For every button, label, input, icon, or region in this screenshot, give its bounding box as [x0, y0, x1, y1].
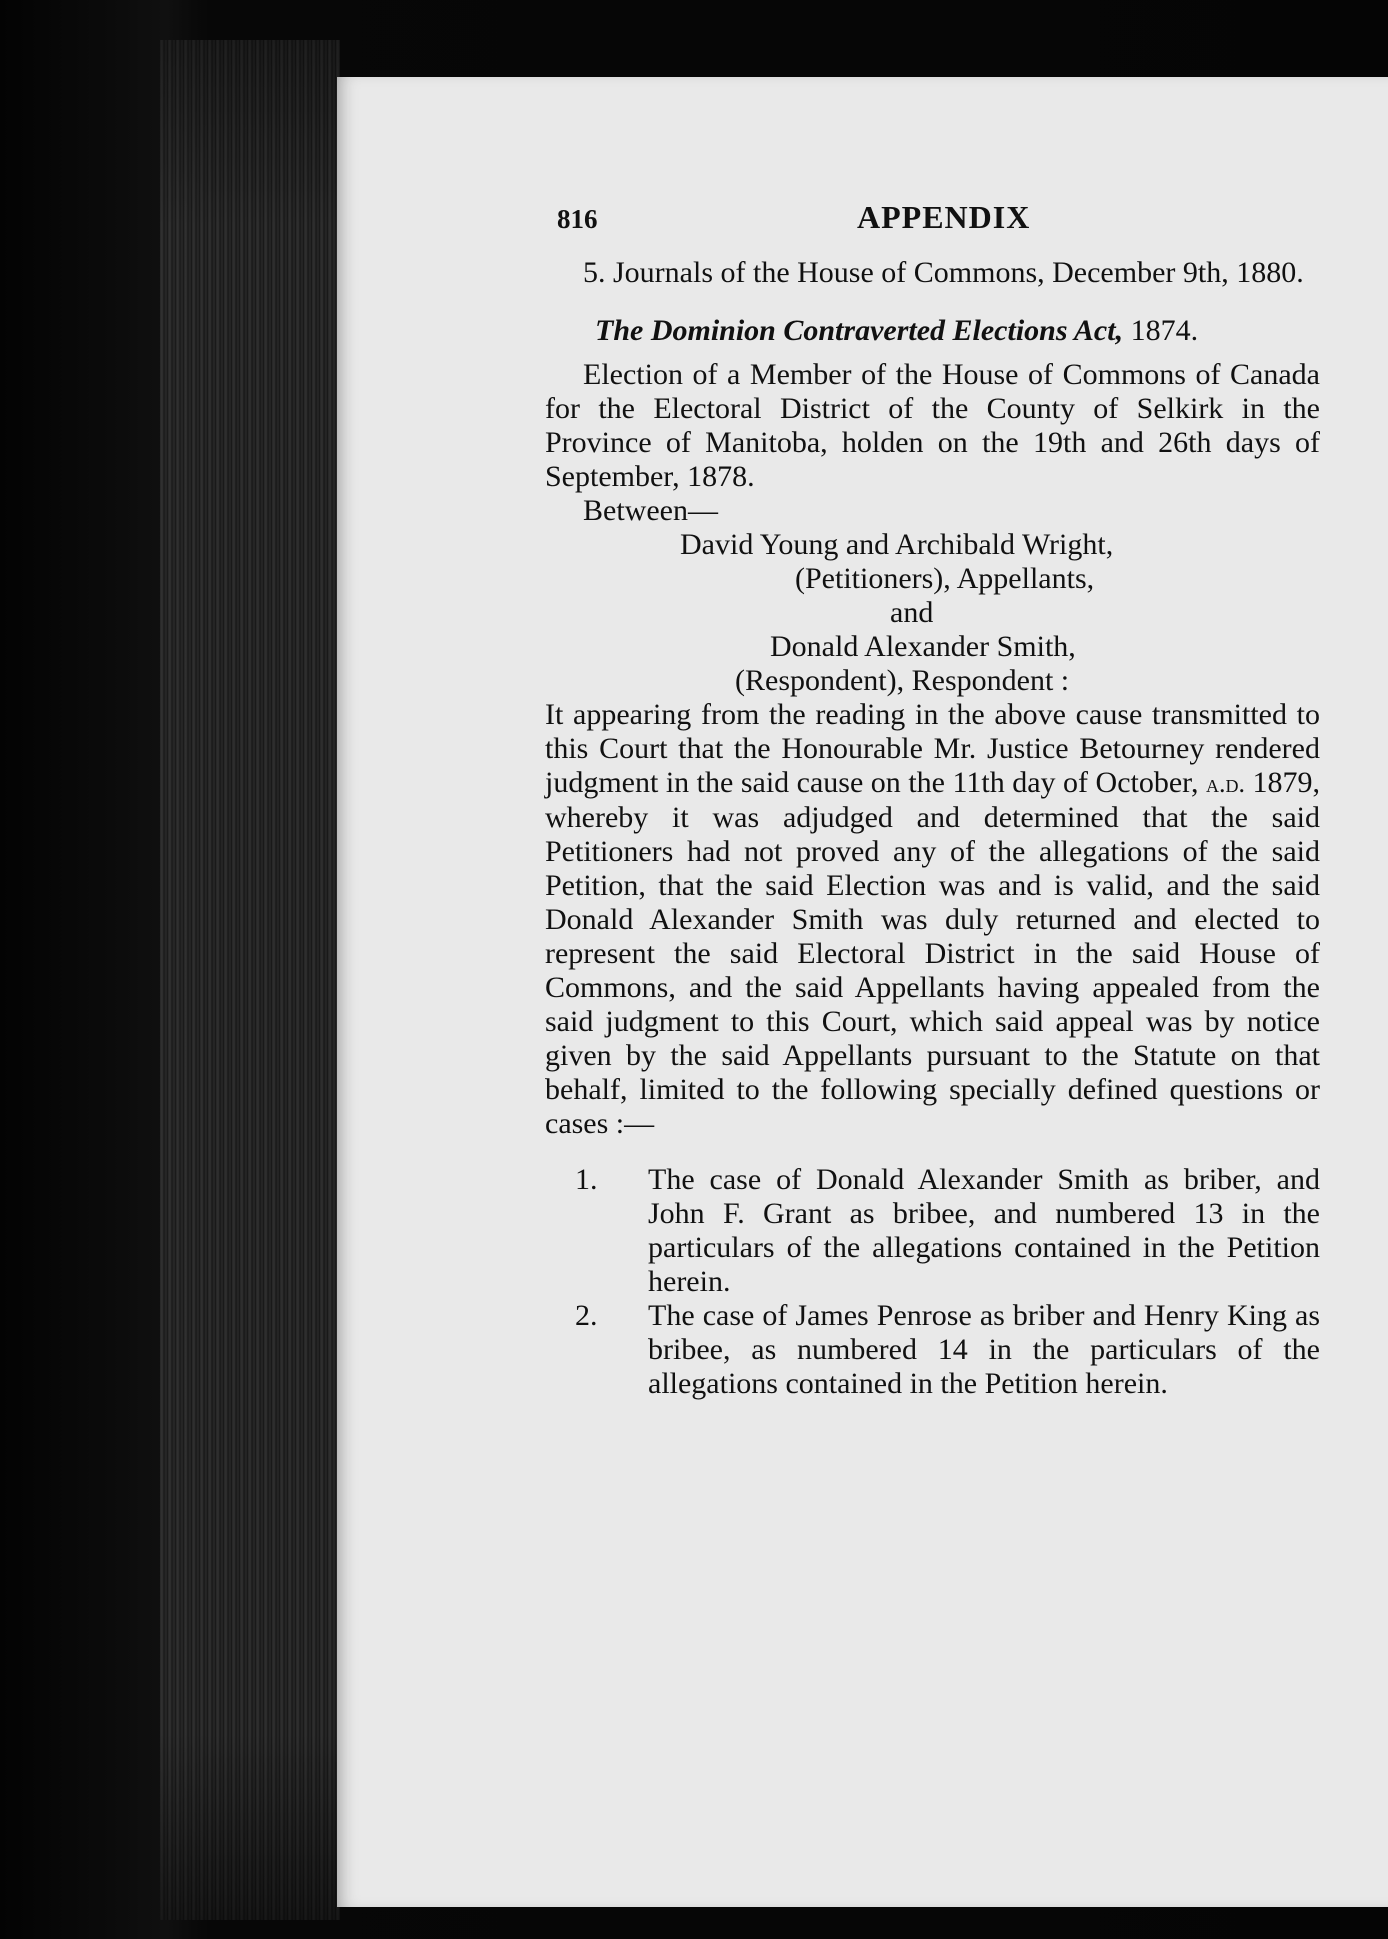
anno-domini: a.d. — [1205, 769, 1245, 798]
judgment-text-1: It appearing from the reading in the above cause transmitted to this Court that the Honourable Mr. Justice Betourney rendered judgment in the said cause on the 11th day of October, — [545, 698, 1320, 799]
and-connector: and — [890, 596, 934, 629]
page-number: 816 — [557, 204, 598, 234]
judgment-paragraph — [545, 698, 1320, 1141]
election-description: Election of a Member of the House of Commons of Canada for the Electoral District of the County of Selkirk in the Province of Manitoba, holden on the 19th and 26th days of September, 1878. — [545, 358, 1320, 493]
page-text — [545, 190, 1320, 1401]
page-header — [545, 190, 1320, 236]
between-label: Between— — [583, 494, 718, 527]
respondent-role: (Respondent), Respondent : — [735, 664, 1070, 697]
respondent-name: Donald Alexander Smith, — [770, 630, 1076, 663]
act-year: 1874. — [1130, 314, 1199, 347]
petitioners-names: David Young and Archibald Wright, — [680, 528, 1114, 561]
list-item-number: 2. — [575, 1299, 598, 1332]
running-head: APPENDIX — [857, 199, 1031, 235]
act-title-name: The Dominion Contraverted Elections Act, — [595, 314, 1124, 347]
list-item-text: The case of James Penrose as briber and Henry King as bribee, as numbered 14 in the particulars of the allegations contained in the Petition herein. — [648, 1299, 1320, 1400]
cases-list — [545, 1163, 1320, 1401]
list-item — [545, 1299, 1320, 1401]
list-item — [545, 1163, 1320, 1299]
judgment-text-2: 1879, whereby it was adjudged and determined that the said Petitioners had not proved any of the allegations of the said Petition, that the said Election was and is valid, and the said Donald Alexander Smith was duly returned and elected to represent the said Electoral District in the said House of Commons, and the said Appellants having appealed from the said judgment to this Court, which said appeal was by notice given by the said Appellants pursuant to the Statute on that behalf, limited to the following specially defined questions or cases :— — [545, 766, 1320, 1140]
item-5-journals: 5. Journals of the House of Commons, December 9th, 1880. — [583, 256, 1304, 289]
act-title — [545, 314, 1320, 348]
petitioners-role: (Petitioners), Appellants, — [795, 562, 1095, 595]
book-page-edges — [160, 40, 340, 1920]
list-item-text: The case of Donald Alexander Smith as briber, and John F. Grant as bribee, and numbered 13 in the particulars of the allegations contained in the Petition herein. — [648, 1163, 1320, 1298]
list-item-number: 1. — [575, 1163, 598, 1196]
